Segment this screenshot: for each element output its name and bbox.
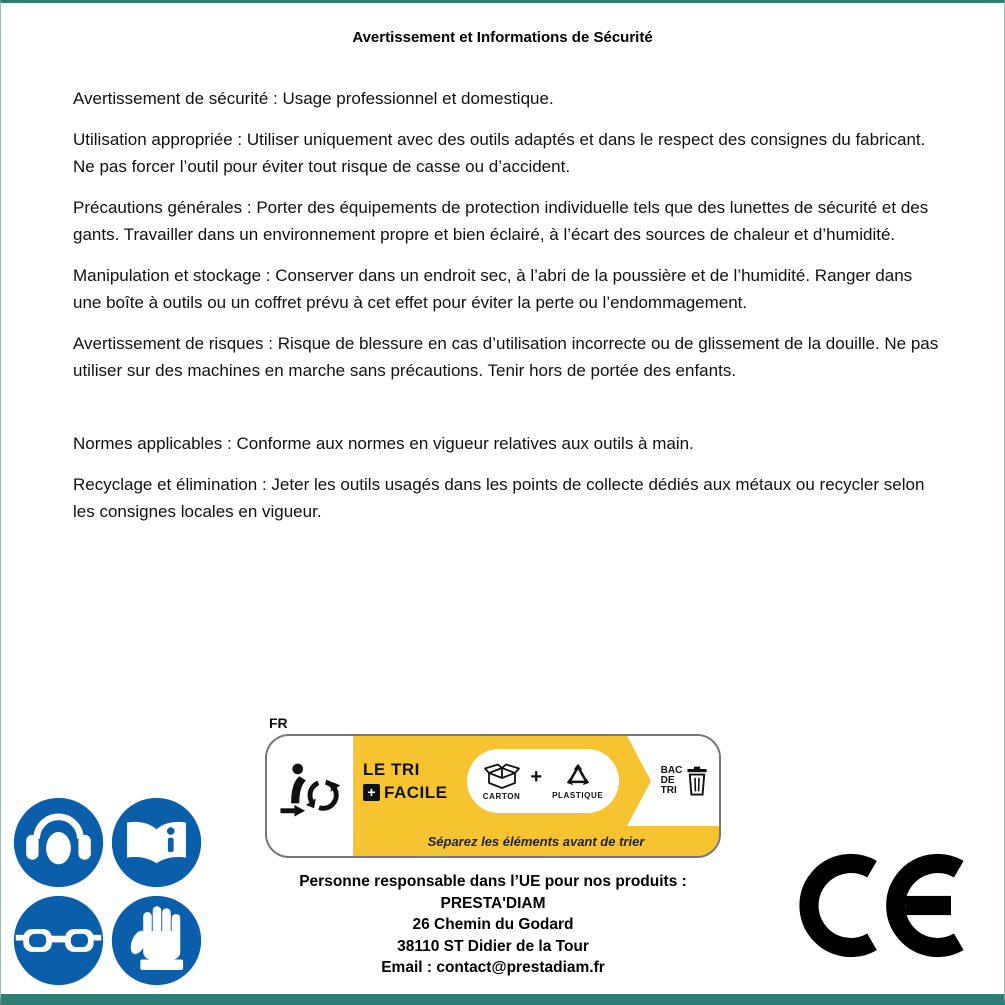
paragraph-normes-applicables: Normes applicables : Conforme aux normes en vigueur relatives aux outils à main.	[73, 434, 694, 453]
materials-oval	[467, 749, 620, 813]
ear-protection-icon	[11, 795, 106, 890]
safety-text-block	[73, 85, 940, 539]
ce-icon	[799, 853, 967, 958]
responsible-address-2: 38110 ST Didier de la Tour	[397, 937, 589, 955]
eye-protection-icon	[11, 893, 106, 988]
banner-right	[353, 736, 719, 856]
carton-label: CARTON	[482, 791, 521, 801]
facile-label: FACILE	[384, 782, 448, 802]
responsible-intro: Personne responsable dans l’UE pour nos produits :	[299, 873, 687, 890]
paragraph-recyclage-elimination: Recyclage et élimination : Jeter les outils usagés dans les points de collecte dédiés aux métaux ou recycler selon les consignes locales en vigueur.	[73, 475, 925, 521]
eu-responsible-block	[246, 871, 740, 979]
paragraph-precautions-generales: Précautions générales : Porter des équipements de protection individuelle tels que des lunettes de sécurité et des gants. Travailler dans un environnement propre et bien éclairé, à l’écart des sources de chaleur et d’humidité.	[73, 198, 929, 244]
plastique-label: PLASTIQUE	[552, 790, 604, 800]
tri-facile-banner	[265, 734, 721, 858]
bac-line-1: BAC	[660, 765, 683, 776]
read-manual-icon	[109, 795, 204, 890]
le-tri-label: LE TRI	[363, 759, 420, 779]
plus-separator: +	[530, 765, 543, 788]
triman-logo	[267, 736, 353, 856]
tri-tagline: Séparez les éléments avant de trier	[353, 826, 719, 856]
mandatory-pictograms-grid	[11, 795, 204, 988]
responsible-email: Email : contact@prestadiam.fr	[381, 959, 605, 976]
page-title: Avertissement et Informations de Sécurité	[352, 29, 653, 46]
responsible-company: PRESTA'DIAM	[440, 894, 546, 912]
carton-item	[483, 762, 521, 801]
recycle-triangle-icon	[562, 763, 594, 789]
plastique-item	[552, 763, 603, 800]
bac-de-tri-block	[651, 736, 719, 826]
materials-oval-wrap	[459, 736, 627, 826]
bac-line-2: DE	[660, 775, 675, 786]
ce-marking	[799, 853, 967, 963]
trash-bin-icon	[685, 764, 709, 798]
paragraph-avertissement-securite: Avertissement de sécurité : Usage professionnel et domestique.	[73, 89, 554, 108]
le-tri-facile-block	[353, 736, 459, 826]
bac-line-3: TRI	[660, 785, 677, 796]
yellow-arrow-icon	[627, 736, 651, 826]
responsible-address-1: 26 Chemin du Godard	[412, 916, 574, 933]
paragraph-manipulation-stockage: Manipulation et stockage : Conserver dans un endroit sec, à l’abri de la poussière et de l’humidité. Ranger dans une boîte à outils ou un coffret prévu à cet effet pour éviter la perte ou l’endommagement.	[73, 266, 913, 312]
paragraph-utilisation-appropriee: Utilisation appropriée : Utiliser uniquement avec des outils adaptés et dans le respect des consignes du fabricant. Ne pas forcer l’outil pour éviter tout risque de casse ou d’accident.	[73, 130, 926, 176]
triman-icon	[278, 759, 342, 833]
plus-square-icon: +	[363, 784, 380, 801]
banner-top-row	[353, 736, 719, 826]
fr-country-label: FR	[269, 715, 288, 731]
paragraph-avertissement-risques: Avertissement de risques : Risque de blessure en cas d’utilisation incorrecte ou de glissement de la douille. Ne pas utiliser sur des machines en marche sans précautions. Tenir hors de portée des enfants.	[73, 334, 939, 380]
protective-gloves-icon	[109, 893, 204, 988]
carton-box-icon	[484, 762, 520, 790]
